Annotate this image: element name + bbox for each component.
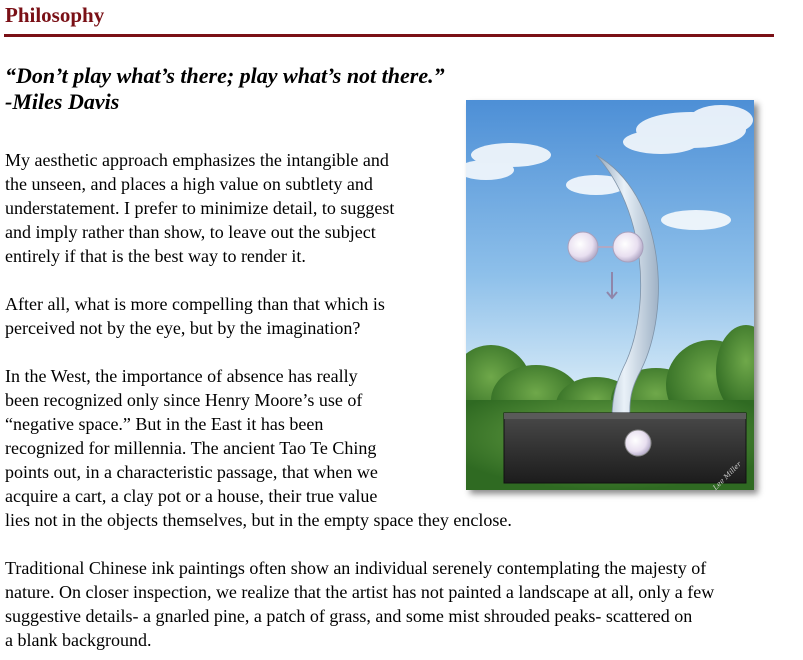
text-line: lies not in the objects themselves, but in the empty space they enclose.: [5, 510, 512, 530]
text-line: In the West, the importance of absence has really: [5, 366, 358, 386]
text-line: points out, in a characteristic passage, that when we: [5, 462, 378, 482]
paragraph-aesthetic: [5, 148, 445, 268]
quote-text: “Don’t play what’s there; play what’s not there.”: [5, 63, 445, 88]
artist-signature: Lee Miller: [711, 460, 744, 492]
text-line: recognized for millennia. The ancient Tao Te Ching: [5, 438, 377, 458]
text-line: acquire a cart, a clay pot or a house, their true value: [5, 486, 378, 506]
paragraph-negative-space: [5, 364, 575, 532]
text-line: entirely if that is the best way to render it.: [5, 246, 306, 266]
page-title: Philosophy: [5, 3, 105, 27]
text-line: suggestive details- a gnarled pine, a patch of grass, and some mist shrouded peaks- scattered on: [5, 606, 693, 626]
paragraph-imagination: [5, 292, 445, 340]
text-line: “negative space.” But in the East it has been: [5, 414, 324, 434]
text-line: and imply rather than show, to leave out the subject: [5, 222, 376, 242]
text-line: perceived not by the eye, but by the imagination?: [5, 318, 361, 338]
heading-divider: [4, 34, 774, 37]
text-line: been recognized only since Henry Moore’s use of: [5, 390, 363, 410]
text-line: After all, what is more compelling than that which is: [5, 294, 385, 314]
text-line: understatement. I prefer to minimize detail, to suggest: [5, 198, 395, 218]
paragraph-ink-paintings: [5, 556, 800, 652]
text-line: nature. On closer inspection, we realize that the artist has not painted a landscape at all, only a few: [5, 582, 715, 602]
text-line: a blank background.: [5, 630, 152, 650]
quote-attribution: -Miles Davis: [5, 89, 120, 114]
text-line: the unseen, and places a high value on subtlety and: [5, 174, 373, 194]
text-line: My aesthetic approach emphasizes the intangible and: [5, 150, 389, 170]
text-line: Traditional Chinese ink paintings often show an individual serenely contemplating the majesty of: [5, 558, 707, 578]
